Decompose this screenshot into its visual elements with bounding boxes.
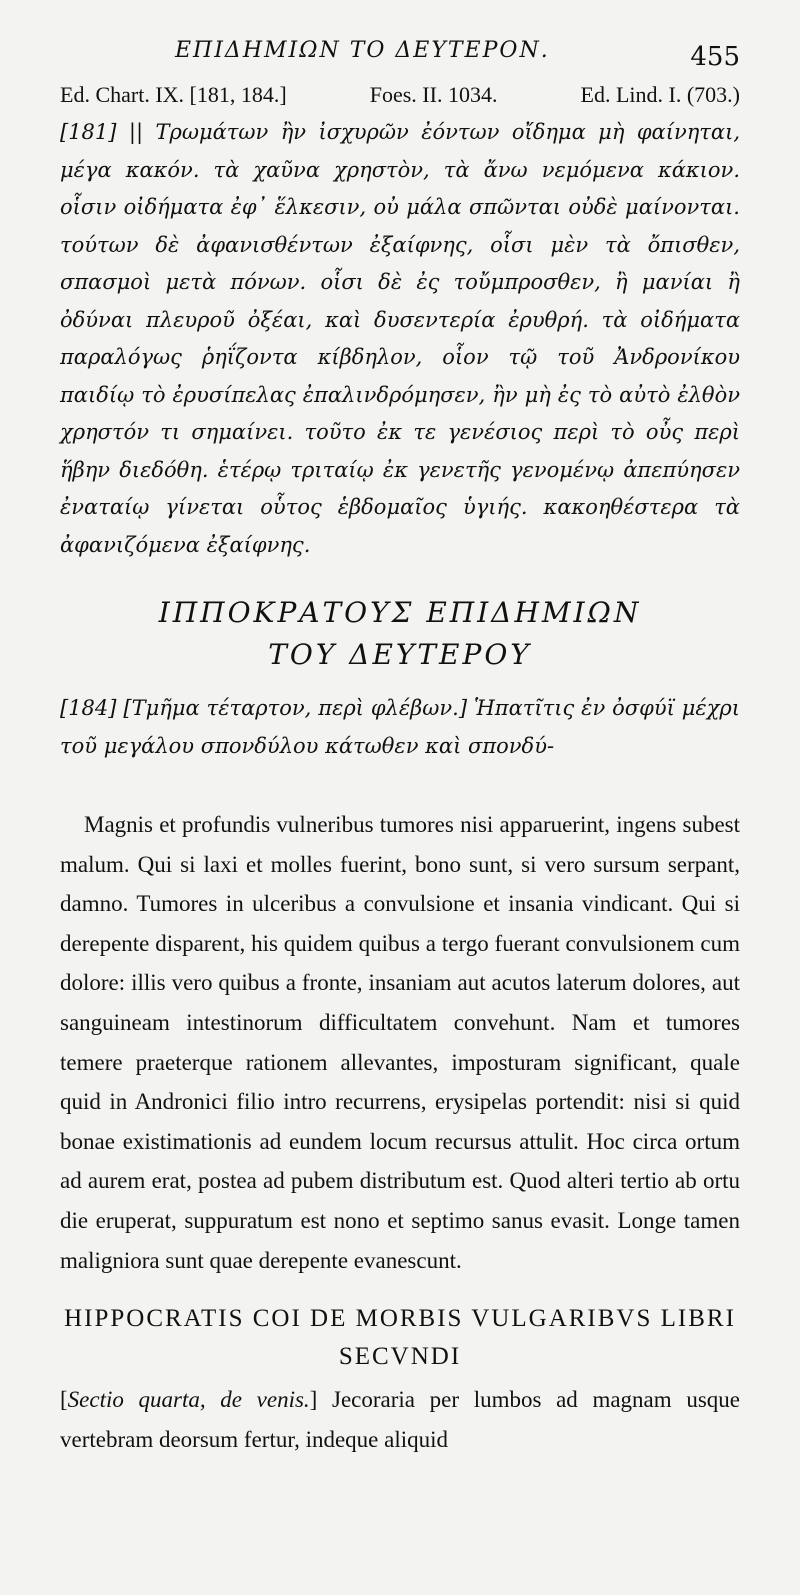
section-bracket-open: [: [60, 1387, 68, 1413]
greek-section-paragraph: [184] [Τμῆμα τέταρτον, περὶ φλέβων.] Ἡπατῖτις ἐν ὀσφύϊ μέχρι τοῦ μεγάλου σπονδύλου κάτωθεν καὶ σπονδύ-: [60, 696, 740, 758]
book-page: [60, 30, 740, 1460]
section-label: Sectio quarta, de venis.: [67, 1387, 310, 1413]
edition-chart-ref: Ed. Chart. IX. [181, 184.]: [60, 82, 287, 107]
running-head: [60, 30, 740, 82]
running-head-title: ΕΠΙΔΗΜΙΩΝ ΤΟ ΔΕΥΤΕΡΟΝ.: [175, 38, 550, 63]
greek-paragraph: [181] || Τρωμάτων ἢν ἰσχυρῶν ἐόντων οἴδημα μὴ φαίνηται, μέγα κακόν. τὰ χαῦνα χρηστὸν, τὰ ἄνω νεμόμενα κάκιον. οἷσιν οἰδήματα ἐφ᾽ ἕλκεσιν, οὐ μάλα σπῶνται οὐδὲ μαίνονται. τούτων δὲ ἀφανισθέντων ἐξαίφνης, οἷσι μὲν τὰ ὄπισθεν, σπασμοὶ μετὰ πόνων. οἷσι δὲ ἐς τοὔμπροσθεν, ἢ μανίαι ἢ ὀδύναι πλευροῦ ὀξέαι, καὶ δυσεντερία ἐρυθρή. τὰ οἰδήματα παραλόγως ῥηΐζοντα κίβδηλον, οἷον τῷ τοῦ Ἀνδρονίκου παιδίῳ τὸ ἐρυσίπελας ἐπαλινδρόμησεν, ἢν μὴ ἐς τὸ αὐτὸ ἐλθὸν χρηστόν τι σημαίνει. τοῦτο ἐκ τε γενέσιος περὶ τὸ οὖς περὶ ἥβην διεδόθη. ἑτέρῳ τριταίῳ ἐκ γενετῆς γενομένῳ ἀπεπύησεν ἐναταίῳ γίνεται οὗτος ἑβδομαῖος ὑγιής. κακοηθέστερα τὰ ἀφανιζόμενα ἐξαίφνης.: [60, 120, 740, 557]
greek-heading-line-1: ΙΠΠΟΚΡΑΤΟΥΣ ΕΠΙΔΗΜΙΩΝ: [158, 596, 642, 629]
latin-section-heading: [60, 1300, 740, 1376]
latin-heading-line-1: HIPPOCRATIS COI DE MORBIS VULGARIBVS LIBRI: [64, 1305, 736, 1333]
section-text: Jecoraria per lumbos ad magnam usque vertebram deorsum fertur, indeque aliquid: [60, 1387, 740, 1453]
edition-references: [60, 82, 740, 108]
page-number: 455: [690, 42, 740, 72]
latin-section-paragraph: [60, 1380, 740, 1460]
greek-section-heading: [60, 592, 740, 676]
edition-lind-ref: Ed. Lind. I. (703.): [580, 82, 740, 107]
greek-heading-line-2: ΤΟΥ ΔΕΥΤΕΡΟΥ: [268, 638, 532, 671]
latin-heading-line-2: SECVNDI: [338, 1343, 462, 1371]
latin-paragraph: Magnis et profundis vulneribus tumores nisi apparuerint, ingens subest malum. Qui si laxi et molles fuerint, bono sunt, si vero sursum serpant, damno. Tumores in ulceribus a convulsione et insania vindicant. Qui si derepente disparent, his quidem quibus a tergo fuerant convulsionem cum dolore: illis vero quibus a fronte, insaniam aut acutos laterum dolores, aut sanguineam intestinorum difficultatem convehunt. Nam et tumores temere praeterque rationem allevantes, imposturam significant, quale quid in Andronici filio intro recurrens, erysipelas portendit: nisi si quid bonae existimationis ad eundem locum recursus attulit. Hoc circa ortum ad aurem erat, postea ad pubem distributum est. Quod alteri tertio ab ortu die eruperat, suppuratum est nono et septimo sanus evasit. Longe tamen maligniora sunt quae derepente evanescunt.: [60, 812, 740, 1273]
edition-foes-ref: Foes. II. 1034.: [369, 82, 498, 107]
section-bracket-close: ]: [309, 1387, 318, 1413]
